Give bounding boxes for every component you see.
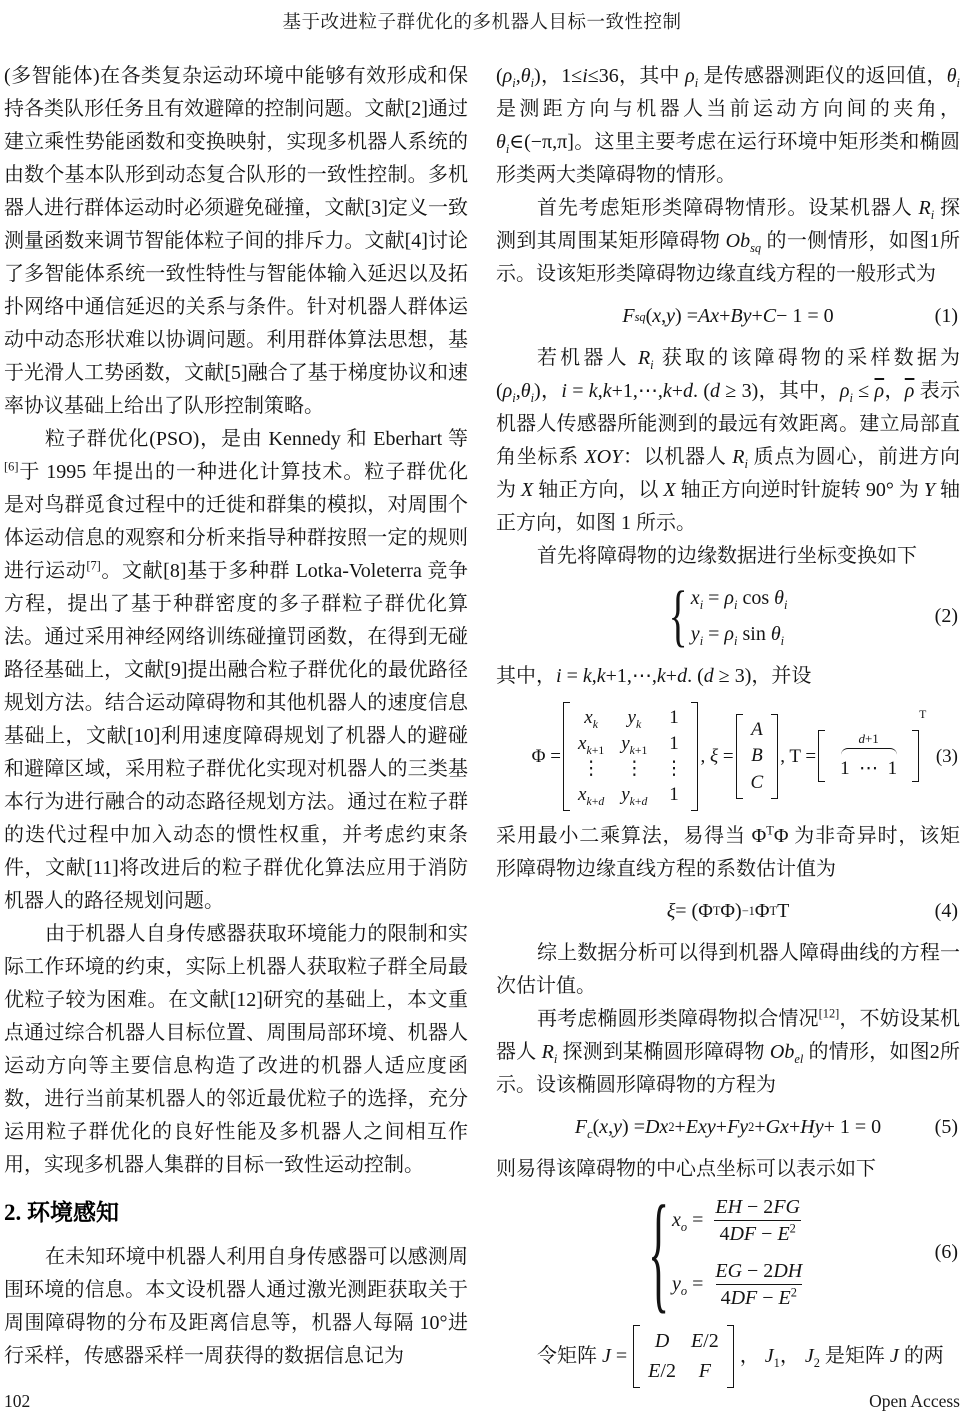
- fraction-numerator: EH − 2FG: [715, 1195, 800, 1218]
- fraction: [710, 1259, 807, 1311]
- matrix-cell: 1: [669, 783, 679, 805]
- t-vector: [818, 730, 919, 782]
- matrix-cell: ⋮: [624, 758, 644, 780]
- matrix-cell: E/2: [690, 1329, 719, 1352]
- paragraph-ellipse-obstacle: 再考虑椭圆形类障碍物拟合情况[12]，不妨设某机器人 $R_i$ 探测到某椭圆形障碍物 $Ob_{el}$ 的情形，如图2所示。设该椭圆形障碍物的方程为: [496, 1005, 961, 1096]
- equation-5: [496, 1111, 960, 1144]
- matrix-cell: 1: [669, 707, 679, 728]
- phi-label: Φ =: [531, 745, 562, 767]
- matrix-bracket-left: [563, 702, 570, 811]
- xi-label: , ξ =: [700, 745, 734, 767]
- paragraph-sampling-data: 若机器人 $R_i$ 获取的该障碍物的采样数据为$(\rho_i,\theta_i)$，i = k,k+1,⋯,k+d. (d ≥ 3)，其中，$\rho_i \le \overline{\rho}$，$\overline{\rho}$ 表示机器人传感器所能测到的最远有效距离。建立局部直角坐标系 XOY：以机器人 $R_i$ 质点为圆心，前进方向为 X 轴正方向，以 X 轴正方向逆时针旋转 90° 为 Y 轴正方向，如图 1 所示。: [496, 347, 961, 534]
- column-left: [4, 60, 468, 1388]
- fraction-numerator: EG − 2DH: [715, 1259, 803, 1282]
- footer-open-access: Open Access: [869, 1391, 960, 1411]
- paragraph-sensor-data: $(\rho_i,\theta_i)$，1≤i≤36，其中 $\rho_i$ 是传感器测距仪的返回值，$\theta_i$ 是测距方向与机器人当前运动方向间的夹角，$\theta_i\in(-\pi,\pi]$。这里主要考虑在运行环境中矩形类和椭圆形类两大类障碍物的情形。: [496, 65, 960, 186]
- fraction-denominator: $4DF - E^2$: [714, 1220, 800, 1247]
- t-vector-entries: 1 ⋯ 1: [840, 757, 898, 779]
- page-footer: [4, 1391, 960, 1412]
- paragraph-motivation: 由于机器人自身传感器获取环境能力的限制和实际工作环境的约束，实际上机器人获取粒子群全局最优粒子较为困难。在文献[12]研究的基础上，本文重点通过综合机器人目标位置、周围局部环境、机器人运动方向等主要信息构造了改进的机器人适应度函数，进行当前某机器人的邻近最优粒子的选择，充分运用粒子群优化的良好性能及多机器人之间相互作用，实现多机器人集群的目标一致性运动控制。: [4, 923, 468, 1176]
- equation-6-number: (6): [934, 1241, 958, 1264]
- matrix-cell: 1: [669, 732, 679, 754]
- equation-2-body: [668, 578, 788, 655]
- overbrace-arc: [841, 748, 897, 755]
- matrix-cell: ⋮: [664, 758, 684, 780]
- equation-1-body: F sq ( x , y ) = Ax + By + C − 1 = 0: [622, 305, 834, 327]
- matrix-bracket-right: [912, 730, 919, 782]
- matrix-cell: E/2: [648, 1359, 676, 1382]
- page-header-title: 基于改进粒子群优化的多机器人目标一致性控制: [282, 13, 682, 33]
- phi-matrix: [563, 702, 698, 811]
- matrix-bracket-right: [691, 702, 698, 811]
- paragraph-coordinate-transform-intro: 首先将障碍物的边缘数据进行坐标变换如下: [537, 545, 917, 567]
- matrix-cell: F: [698, 1359, 711, 1382]
- equation-2-line-2: $y_i = \rho_i$ $\sin \theta_i$: [690, 623, 785, 648]
- matrix-cell: A: [751, 718, 763, 740]
- section-heading-environment-sensing: 2. 环境感知: [4, 1200, 119, 1225]
- equation-1-number: (1): [934, 305, 958, 327]
- equation-6-line-1: [672, 1195, 805, 1247]
- matrix-cell: C: [750, 772, 764, 794]
- column-right: [496, 60, 960, 1388]
- matrix-cell: ⋮: [581, 758, 601, 780]
- curly-brace: {: [647, 1176, 669, 1326]
- paragraph-center-point: 则易得该障碍物的中心点坐标可以表示如下: [496, 1157, 876, 1180]
- j-matrix-prefix: 令矩阵 J =: [537, 1344, 628, 1367]
- matrix-cell: $y_{k+d}$: [621, 783, 648, 808]
- footer-page-number: 102: [4, 1391, 31, 1411]
- matrix-bracket-right: [727, 1325, 734, 1388]
- equation-6: [496, 1176, 960, 1326]
- j-matrix: [633, 1325, 734, 1388]
- paragraph-intro-continuation: (多智能体)在各类复杂运动环境中能够有效形成和保持各类队形任务且有效避障的控制问题。文献[2]通过建立乘性势能函数和变换映射，实现多机器人系统的由数个基本队形到动态复合队形的一致性控制。多机器人进行群体运动时必须避免碰撞，文献[3]定义一致测量函数来调节智能体粒子间的排斥力。文献[4]讨论了多智能体系统一致性特性与智能体输入延迟以及拓扑网络中通信延迟的关系与条件。针对机器人群体运动中动态形状难以协调问题。利用群体算法思想，基于光滑人工势函数，文献[5]融合了基于梯度协议和速率协议基础上给出了队形控制策略。: [4, 65, 468, 417]
- paragraph-environment-sensing: 在未知环境中机器人利用自身传感器可以感测周围环境的信息。本文设机器人通过激光测距获取关于周围障碍物的分布及距离信息等，机器人每隔 10°进行采样，传感器采样一周获得的数据信息记为: [4, 1246, 468, 1367]
- equation-5-number: (5): [934, 1115, 958, 1138]
- j-matrix-suffix: ， $J_1$， $J_2$ 是矩阵 J 的两: [739, 1344, 944, 1370]
- equation-2-number: (2): [934, 605, 958, 627]
- matrix-bracket-right: [771, 714, 778, 799]
- equation-2-line-1: $x_i = \rho_i$ $\cos \theta_i$: [690, 587, 788, 612]
- matrix-bracket-left: [633, 1325, 640, 1388]
- matrix-cell: D: [654, 1329, 670, 1352]
- fraction-denominator: $4DF - E^2$: [716, 1284, 802, 1311]
- matrix-cell: $y_k$: [627, 707, 642, 731]
- equation-4-body: ξ = (Φ T Φ) −1 Φ T T: [666, 899, 790, 922]
- curly-brace: {: [668, 578, 688, 655]
- paragraph-least-squares: 采用最小二乘算法，易得当 $\Phi^T\Phi$ 为非奇异时，该矩形障碍物边缘直线方程的系数估计值为: [496, 822, 960, 880]
- equation-1: [496, 300, 960, 333]
- paragraph-rect-obstacle: 首先考虑矩形类障碍物情形。设某机器人 $R_i$ 探测到其周围某矩形障碍物 $Ob_{sq}$ 的一侧情形，如图1所示。设该矩形类障碍物边缘直线方程的一般形式为: [496, 197, 961, 285]
- equation-6-line-2-lhs: $y_o$ =: [671, 1273, 704, 1299]
- overbrace-label: d+1: [858, 731, 879, 747]
- equation-3-number: (3): [935, 745, 958, 767]
- t-label: , T =: [780, 745, 817, 767]
- equation-6-line-2: [672, 1259, 807, 1311]
- equation-6-body: [647, 1176, 807, 1326]
- paragraph-pso-history: 粒子群优化(PSO)，是由 Kennedy 和 Eberhart 等[6]于 1995 年提出的一种进化计算技术。粒子群优化是对鸟群觅食过程中的迁徙和群集的模拟，对周围个体运动信息的观察和分析来指导种群按照一定的规则进行运动[7]。文献[8]基于多种群 Lotka-Voleterra 竞争方程，提出了基于种群密度的多子群粒子群优化算法。通过采用神经网络训练碰撞罚函数，在得到无碰路径基础上，文献[9]提出融合粒子群优化的最优路径规划方法。结合运动障碍物和其他机器人的速度信息基础上，文献[10]利用速度障碍规划了机器人的避碰和避障区域，采用粒子群优化实现对机器人的三类基本行为进行融合的动态路径规划方法。通过在粒子群的迭代过程中加入动态的惯性权重，并考虑约束条件，文献[11]将改进后的粒子群优化算法应用于消防机器人的路径规划问题。: [4, 428, 469, 912]
- equation-3: [496, 702, 960, 811]
- equation-4: [496, 895, 960, 928]
- paragraph-estimate-summary: 综上数据分析可以得到机器人障碍曲线的方程一次估计值。: [496, 941, 960, 997]
- equation-6-cases: [647, 1176, 807, 1326]
- matrix-cell: $x_k$: [584, 707, 598, 731]
- matrix-bracket-left: [736, 714, 743, 799]
- two-column-body: [0, 60, 964, 1388]
- matrix-cell: $x_{k+1}$: [578, 732, 605, 757]
- xi-vector: [736, 714, 779, 799]
- matrix-cell: B: [751, 745, 763, 767]
- matrix-cell: $y_{k+1}$: [621, 732, 648, 757]
- equation-5-body: $F_c$ ( x , y ) = Dx 2 + Exy + Fy 2 + Gx + Hy + 1 = 0: [574, 1115, 882, 1141]
- matrix-cell: $x_{k+d}$: [578, 783, 605, 808]
- transpose-superscript: T: [919, 708, 927, 721]
- j-matrix-line: [496, 1325, 960, 1388]
- equation-2-cases: [668, 578, 788, 655]
- equation-2: [496, 578, 960, 655]
- equation-6-line-1-lhs: $x_o$ =: [671, 1209, 704, 1235]
- matrix-bracket-left: [818, 730, 825, 782]
- equation-4-number: (4): [934, 899, 958, 922]
- fraction: [710, 1195, 805, 1247]
- paragraph-index-range: 其中，i = k,k+1,⋯,k+d. (d ≥ 3)，并设: [496, 665, 812, 687]
